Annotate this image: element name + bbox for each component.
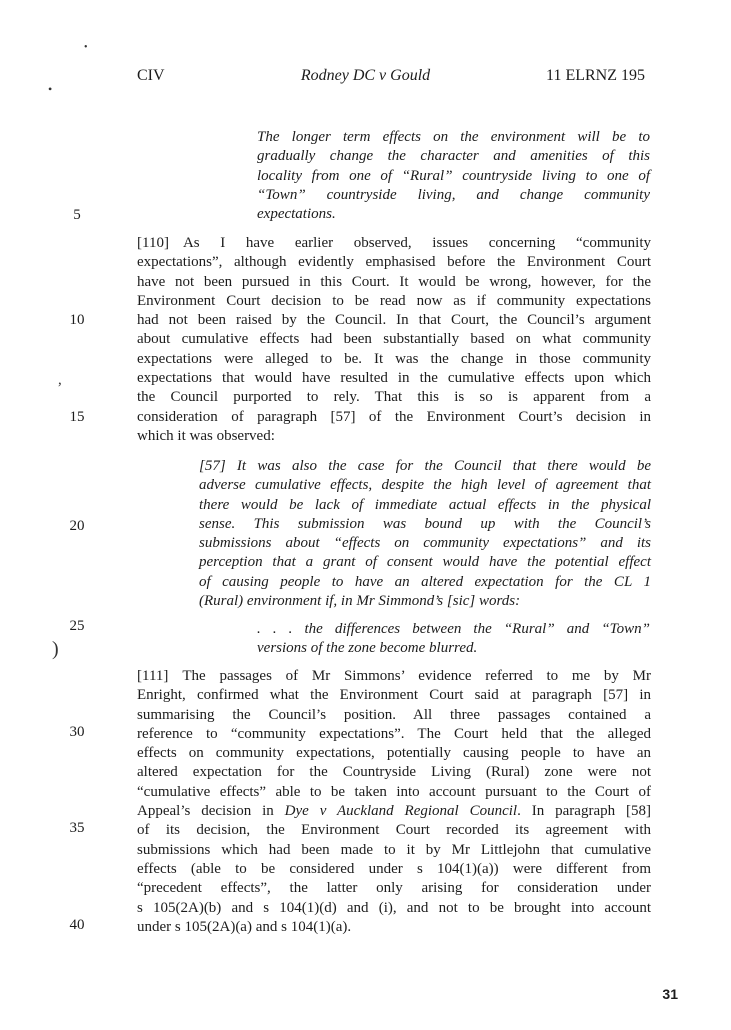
paragraph-111 — [137, 667, 651, 937]
line-number: 25 — [69, 618, 85, 634]
paragraph-110 — [137, 234, 651, 446]
para-line: about cumulative effects had been substantially based on what community — [137, 331, 651, 348]
para-line: the Council purported to rely. That this is so is apparent from a — [137, 389, 651, 406]
para-line: effects on community expectations, potentially causing people to have an — [137, 745, 651, 762]
quote-line: “Town” countryside living, and change community — [257, 186, 650, 203]
quote-line: submissions about “effects on community expectations” and its — [199, 535, 651, 552]
running-header-case-title: Rodney DC v Gould — [300, 67, 431, 84]
block-quote-57 — [199, 457, 651, 611]
para-line: consideration of paragraph [57] of the Environment Court’s decision in — [137, 408, 651, 425]
para-line: “cumulative effects” able to be taken into account pursuant to the Court of — [137, 783, 651, 800]
line-number: 10 — [69, 312, 85, 328]
para-line: have not been pursued in this Court. It would be wrong, however, for the — [137, 273, 651, 290]
paragraph-number: [110] — [137, 235, 169, 251]
quote-line: adverse cumulative effects, despite the high level of agreement that — [199, 477, 651, 494]
para-line: Environment Court decision to be read now as if community expectations — [137, 292, 651, 309]
scan-mark-dot: • — [48, 82, 53, 96]
para-line-case-citation: Appeal’s decision in Dye v Auckland Regional Council. In paragraph [58] — [137, 803, 651, 820]
para-line — [137, 234, 651, 253]
para-line: submissions which had been made to it by Mr Littlejohn that cumulative — [137, 841, 651, 858]
block-quote-1 — [257, 128, 650, 224]
para-line: summarising the Council’s position. All three passages contained a — [137, 706, 651, 723]
para-line-text: As I have earlier observed, issues concerning “community — [182, 235, 651, 251]
para-line: expectations that would have resulted in the cumulative effects upon which — [137, 370, 651, 387]
nested-block-quote — [257, 620, 650, 659]
para-line: altered expectation for the Countryside Living (Rural) zone were not — [137, 764, 651, 781]
quote-line: [57] It was also the case for the Council that there would be — [199, 458, 651, 474]
para-line: reference to “community expectations”. The Court held that the alleged — [137, 725, 651, 742]
quote-line: (Rural) environment if, in Mr Simmond’s [sic] words: — [199, 593, 521, 610]
scan-mark-comma: , — [58, 372, 62, 388]
line-number: 15 — [69, 409, 85, 425]
para-line: Enright, confirmed what the Environment Court said at paragraph [57] in — [137, 687, 651, 704]
quote-line: sense. This submission was bound up with the Council’s — [199, 515, 651, 532]
quote-line: there would be lack of immediate actual effects in the physical — [199, 496, 651, 513]
paragraph-number: [111] — [137, 668, 169, 684]
line-number: 20 — [69, 518, 85, 534]
line-number: 35 — [69, 820, 85, 836]
para-line: which it was observed: — [137, 427, 275, 444]
para-line: expectations were alleged to be. It was the change in those community — [137, 350, 651, 367]
para-line — [137, 667, 651, 686]
page-number: 31 — [662, 986, 678, 1002]
quote-line: . . . the differences between the “Rural” and “Town” — [257, 621, 650, 637]
para-line: expectations”, although evidently emphasised before the Environment Court — [137, 254, 651, 271]
para-line-text: The passages of Mr Simmons’ evidence referred to me by Mr — [182, 668, 651, 684]
quote-line: versions of the zone become blurred. — [257, 640, 478, 657]
para-line: “precedent effects”, the latter only arising for consideration under — [137, 880, 651, 897]
quote-line: of causing people to have an altered expectation for the CL 1 — [199, 573, 651, 590]
line-number: 5 — [73, 207, 81, 223]
line-number: 30 — [69, 724, 85, 740]
quote-line: locality from one of “Rural” countryside living to one of — [257, 167, 650, 184]
running-header-section: CIV — [137, 67, 165, 84]
para-line: had not been raised by the Council. In that Court, the Council’s argument — [137, 312, 651, 329]
para-line: of its decision, the Environment Court recorded its agreement with — [137, 822, 651, 839]
case-name: Dye v Auckland Regional Council — [284, 803, 518, 820]
quote-line: The longer term effects on the environment will be to — [257, 129, 650, 145]
line-number: 40 — [69, 917, 85, 933]
scan-mark-paren: ) — [52, 638, 59, 660]
para-line: s 105(2A)(b) and s 104(1)(d) and (i), and not to be brought into account — [137, 899, 651, 916]
quote-line: expectations. — [257, 206, 336, 223]
para-line: under s 105(2A)(a) and s 104(1)(a). — [137, 918, 352, 935]
quote-line: perception that a grant of consent would have the potential effect — [199, 554, 651, 571]
running-header-citation: 11 ELRNZ 195 — [546, 67, 645, 84]
quote-line: gradually change the character and amenities of this — [257, 148, 650, 165]
para-line: effects (able to be considered under s 104(1)(a)) were different from — [137, 860, 651, 877]
scan-mark-dot: • — [84, 42, 88, 53]
